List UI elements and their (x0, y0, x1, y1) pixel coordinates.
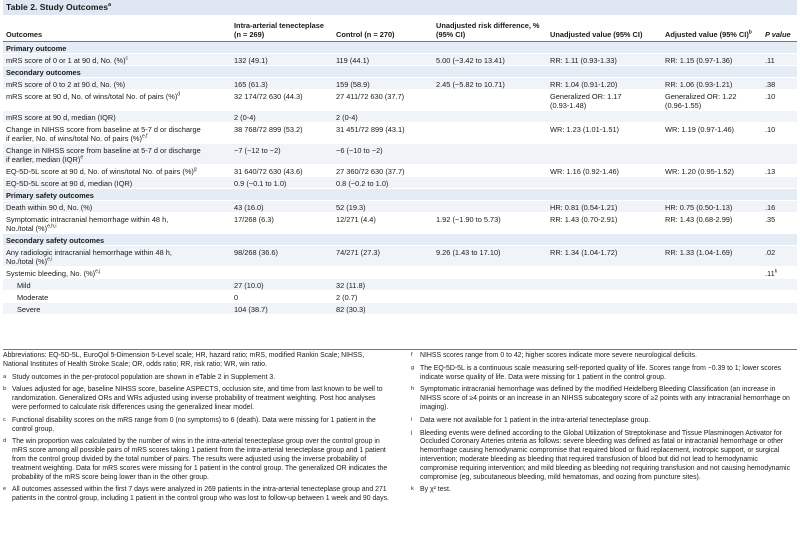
cell-empty (433, 278, 797, 290)
row-label-text: mRS score at 90 d, No. of wins/total No. of pairs (%) (6, 91, 178, 101)
cell-control: 27 411/72 630 (37.7) (333, 89, 433, 110)
cell-risk-diff (433, 110, 547, 122)
footnote-mark: i (411, 416, 413, 423)
row-label-text: Systemic bleeding, No. (%) (6, 268, 96, 278)
table-row (3, 89, 797, 110)
row-label-mark: e (80, 154, 84, 161)
row-label-text: EQ-5D-5L score at 90 d, No. of wins/total No. of pairs (%) (6, 166, 194, 176)
cell-control: 27 360/72 630 (37.7) (333, 164, 433, 176)
table-row (3, 143, 797, 164)
footnote-text: All outcomes assessed within the first 7 days were analyzed in 269 patients in the intra-arterial tenecteplase group and 271 patients in the control group, including 1 patient in the control group who was lost to follow-up between 1 week and 90 days. (12, 486, 389, 503)
footnote-text: NIHSS scores range from 0 to 42; higher scores indicate more severe neurological deficits. (420, 352, 697, 359)
cell-adjusted: WR: 1.19 (0.97-1.46) (662, 122, 762, 143)
footnote-mark: g (411, 364, 415, 371)
footnote-text: By χ² test. (420, 486, 451, 494)
cell-unadjusted: RR: 1.43 (0.70-2.91) (547, 212, 662, 233)
cell-risk-diff (433, 200, 547, 212)
table-row (3, 77, 797, 89)
cell-empty (433, 290, 797, 302)
cell-control: 119 (44.1) (333, 53, 433, 65)
cell-unadjusted-line2: (0.93-1.48) (550, 100, 587, 110)
cell-adjusted (662, 266, 762, 278)
table-row (3, 212, 797, 233)
cell-risk-diff (433, 176, 547, 188)
cell-adjusted (662, 176, 762, 188)
cell-risk-diff (433, 122, 547, 143)
cell-unadjusted (547, 110, 662, 122)
header-diff-line1: Unadjusted risk difference, % (436, 20, 540, 30)
cell-adjusted: HR: 0.75 (0.50-1.13) (662, 200, 762, 212)
row-label-line2: if earlier, No. of wins/total No. of pairs (%) (6, 133, 142, 143)
row-label-text: EQ-5D-5L score at 90 d, median (IQR) (6, 178, 133, 188)
row-label (3, 245, 231, 266)
header-outcomes: Outcomes (3, 15, 231, 41)
cell-p-value: .35 (762, 212, 797, 233)
cell-p-value: .10 (762, 89, 797, 110)
cell-unadjusted (547, 266, 662, 278)
cell-adjusted-line1: Generalized OR: 1.22 (665, 91, 737, 101)
table-row (3, 278, 797, 290)
cell-control (333, 266, 433, 278)
row-label (3, 200, 231, 212)
cell-iat: 0.9 (−0.1 to 1.0) (231, 176, 333, 188)
cell-iat: 17/268 (6.3) (231, 212, 333, 233)
cell-p-value (762, 110, 797, 122)
footnote-text: The EQ-5D-5L is a continuous scale measuring self-reported quality of life. Scores range from −0.39 to 1; lower scores indicate worse quality of life. Data were missing for 1 patient in the control group. (420, 364, 782, 381)
row-label-line2: No./total (%) (6, 223, 48, 233)
cell-control: 74/271 (27.3) (333, 245, 433, 266)
footnote-text: Functional disability scores on the mRS range from 0 (no symptoms) to 6 (death). Data were missing for 1 patient in the control group. (12, 416, 376, 433)
cell-iat: 0 (231, 290, 333, 302)
footnote-i (411, 417, 797, 426)
section-primary-safety: Primary safety outcomes (3, 188, 797, 200)
cell-control: 82 (30.3) (333, 302, 433, 314)
header-p-value: P value (762, 15, 797, 41)
section-row (3, 233, 797, 245)
table-row (3, 164, 797, 176)
cell-adjusted (662, 110, 762, 122)
footnotes-left-column (3, 352, 391, 508)
row-label-line1: Change in NIHSS score from baseline at 5-7 d or discharge (6, 124, 201, 134)
cell-risk-diff: 1.92 (−1.90 to 5.73) (433, 212, 547, 233)
row-label (3, 53, 231, 65)
footnote-text: Data were not available for 1 patient in the intra-arterial tenecteplase group. (420, 416, 651, 424)
cell-p-value: .11 (762, 53, 797, 65)
header-unadjusted: Unadjusted value (95% CI) (547, 15, 662, 41)
cell-unadjusted: HR: 0.81 (0.54-1.21) (547, 200, 662, 212)
cell-control: 159 (58.9) (333, 77, 433, 89)
row-label (3, 110, 231, 122)
cell-control: 0.8 (−0.2 to 1.0) (333, 176, 433, 188)
cell-p-value: .13 (762, 164, 797, 176)
footnote-e (3, 486, 391, 504)
header-adjusted-text: Adjusted value (95% CI) (665, 29, 749, 39)
cell-control: 52 (19.3) (333, 200, 433, 212)
table-caption (3, 0, 797, 15)
cell-unadjusted: RR: 1.04 (0.91-1.20) (547, 77, 662, 89)
cell-control: 2 (0-4) (333, 110, 433, 122)
section-primary: Primary outcome (3, 41, 797, 53)
cell-adjusted (662, 143, 762, 164)
section-row (3, 41, 797, 53)
row-label-mark: e,h,i (47, 223, 57, 230)
footnote-text: Abbreviations: EQ-5D-5L, EuroQol 5-Dimension 5-Level scale; HR, hazard ratio; mRS, modified Rankin Scale; NIHSS, National Institutes of Health Stroke Scale; OR, odds ratio; RR, risk ratio; WR, win ratio. (3, 352, 365, 368)
cell-adjusted-line2: (0.96-1.55) (665, 100, 702, 110)
footnotes-right-column (411, 352, 797, 499)
footnote-text: Symptomatic intracranial hemorrhage was defined by the modified Heidelberg Bleeding Classification (an increase in NIHSS score of ≥4 points or an increase in an NIHSS subcategory score of ≥2 points with any intracranial hemorrhage on imaging). (420, 386, 790, 411)
caption-text: Table 2. Study Outcomes (6, 2, 109, 12)
footnote-mark: j (411, 429, 413, 436)
cell-empty (433, 302, 797, 314)
table-row (3, 122, 797, 143)
row-label (3, 143, 231, 164)
footnote-mark: e (3, 486, 7, 493)
cell-risk-diff (433, 89, 547, 110)
row-label-text: Death within 90 d, No. (%) (6, 202, 93, 212)
table-row (3, 245, 797, 266)
cell-unadjusted: RR: 1.34 (1.04-1.72) (547, 245, 662, 266)
cell-p-value (762, 176, 797, 188)
outcomes-table (3, 15, 797, 315)
row-label-mark: c (125, 55, 129, 62)
row-label (3, 164, 231, 176)
table-footnotes (3, 349, 797, 549)
cell-control: −6 (−10 to −2) (333, 143, 433, 164)
cell-control: 32 (11.8) (333, 278, 433, 290)
cell-unadjusted: WR: 1.16 (0.92-1.46) (547, 164, 662, 176)
section-row (3, 65, 797, 77)
header-adjusted (662, 15, 762, 41)
cell-unadjusted (547, 143, 662, 164)
row-label (3, 212, 231, 233)
footnote-g (411, 365, 797, 383)
cell-p-value-text: .11 (765, 268, 775, 278)
row-label-mark: e,i (47, 256, 53, 263)
row-label-text: mRS score of 0 to 2 at 90 d, No. (%) (6, 79, 126, 89)
row-label-mark: e,j (95, 268, 101, 275)
cell-p-value-mark: k (774, 268, 778, 275)
cell-adjusted: RR: 1.06 (0.93-1.21) (662, 77, 762, 89)
cell-adjusted: RR: 1.43 (0.68-2.99) (662, 212, 762, 233)
cell-adjusted: RR: 1.33 (1.04-1.69) (662, 245, 762, 266)
header-iat-line2: (n = 269) (234, 29, 265, 39)
cell-unadjusted: WR: 1.23 (1.01-1.51) (547, 122, 662, 143)
footnote-b (3, 386, 391, 412)
section-secondary: Secondary outcomes (3, 65, 797, 77)
row-label: Mild (3, 278, 231, 290)
table-row (3, 302, 797, 314)
row-label (3, 77, 231, 89)
footnote-a (3, 374, 391, 383)
cell-iat: 31 640/72 630 (43.6) (231, 164, 333, 176)
row-label-line2: if earlier, median (IQR) (6, 154, 81, 164)
row-label-line2: No./total (%) (6, 256, 48, 266)
cell-iat: 43 (16.0) (231, 200, 333, 212)
cell-p-value: .16 (762, 200, 797, 212)
cell-risk-diff (433, 143, 547, 164)
footnote-mark: d (3, 438, 7, 445)
row-label (3, 266, 231, 278)
cell-unadjusted: RR: 1.11 (0.93-1.33) (547, 53, 662, 65)
cell-control: 2 (0.7) (333, 290, 433, 302)
header-iat-line1: Intra-arterial tenecteplase (234, 20, 324, 30)
cell-p-value (762, 143, 797, 164)
footnote-f (411, 352, 797, 361)
table-row (3, 176, 797, 188)
row-label-line1: Change in NIHSS score from baseline at 5-7 d or discharge (6, 145, 201, 155)
cell-control: 12/271 (4.4) (333, 212, 433, 233)
cell-iat: 27 (10.0) (231, 278, 333, 290)
cell-iat: −7 (−12 to −2) (231, 143, 333, 164)
footnote-text: Study outcomes in the per-protocol population are shown in eTable 2 in Supplement 3. (12, 373, 276, 381)
row-label-line1: Symptomatic intracranial hemorrhage within 48 h, (6, 214, 169, 224)
footnote-mark: a (3, 373, 7, 380)
cell-risk-diff: 2.45 (−5.82 to 10.71) (433, 77, 547, 89)
row-label-mark: e,f (141, 133, 148, 140)
footnote-mark: c (3, 416, 6, 423)
cell-adjusted: WR: 1.20 (0.95-1.52) (662, 164, 762, 176)
cell-adjusted (662, 89, 762, 110)
footnote-text: Values adjusted for age, baseline NIHSS score, baseline ASPECTS, occlusion site, and time from last known to be well to randomization. Generalized ORs and WRs adjusted using inverse probability of treatment weighting. Post hoc analyses were performed to calculate risk differences using the generalized linear model. (12, 386, 383, 411)
table-row (3, 53, 797, 65)
footnote-c (3, 417, 391, 435)
table-row (3, 266, 797, 278)
row-label-mark: g (193, 166, 197, 173)
cell-iat: 165 (61.3) (231, 77, 333, 89)
section-row (3, 188, 797, 200)
cell-p-value: .38 (762, 77, 797, 89)
header-iat (231, 15, 333, 41)
footnote-mark: f (411, 352, 413, 358)
footnote-j (411, 430, 797, 483)
header-risk-diff (433, 15, 547, 41)
footnote-mark: b (3, 386, 7, 393)
header-diff-line2: (95% CI) (436, 29, 466, 39)
cell-risk-diff (433, 164, 547, 176)
cell-risk-diff (433, 266, 547, 278)
section-secondary-safety: Secondary safety outcomes (3, 233, 797, 245)
cell-iat: 98/268 (36.6) (231, 245, 333, 266)
cell-p-value: .02 (762, 245, 797, 266)
row-label (3, 89, 231, 110)
header-adjusted-mark: b (748, 29, 752, 36)
cell-p-value (762, 266, 797, 278)
cell-adjusted: RR: 1.15 (0.97-1.36) (662, 53, 762, 65)
footnote-k (411, 486, 797, 495)
footnote-text: The win proportion was calculated by the number of wins in the intra-arterial tenecteplase group over the control group in mRS score among all possible pairs of mRS scores taking 1 patient from the intra-arterial tenecteplase group and 1 patient from the control group divided by the total number of pairs. The results were adjusted using the inverse probability of treatment weighting. Data for mRS scores were missing for 1 patient in the control group. The generalized OR indicates the probability of the mRS score being lower than in the other group. (12, 438, 388, 481)
table-row (3, 290, 797, 302)
header-row (3, 15, 797, 41)
cell-unadjusted-line1: Generalized OR: 1.17 (550, 91, 622, 101)
footnote-mark: k (411, 486, 414, 493)
footnote-h (411, 386, 797, 412)
cell-iat: 132 (49.1) (231, 53, 333, 65)
cell-unadjusted (547, 89, 662, 110)
row-label: Severe (3, 302, 231, 314)
footnote-mark: h (411, 386, 415, 393)
cell-iat: 2 (0-4) (231, 110, 333, 122)
table-row (3, 110, 797, 122)
row-label-text: mRS score at 90 d, median (IQR) (6, 112, 116, 122)
row-label: Moderate (3, 290, 231, 302)
cell-risk-diff: 5.00 (−3.42 to 13.41) (433, 53, 547, 65)
cell-unadjusted (547, 176, 662, 188)
row-label-mark: d (177, 91, 181, 98)
row-label-text: mRS score of 0 or 1 at 90 d, No. (%) (6, 55, 126, 65)
cell-iat: 32 174/72 630 (44.3) (231, 89, 333, 110)
table-row (3, 200, 797, 212)
cell-iat (231, 266, 333, 278)
row-label (3, 176, 231, 188)
row-label-line1: Any radiologic intracranial hemorrhage within 48 h, (6, 247, 172, 257)
footnote-d (3, 438, 391, 482)
row-label (3, 122, 231, 143)
cell-iat: 104 (38.7) (231, 302, 333, 314)
header-control: Control (n = 270) (333, 15, 433, 41)
caption-mark: a (108, 2, 112, 9)
cell-p-value: .10 (762, 122, 797, 143)
footnote-text: Bleeding events were defined according to the Global Utilization of Streptokinase and Tissue Plasminogen Activator for Occluded Coronary Arteries criteria as follows: severe bleeding was defined as fatal or intracranial hemorrhage or other hemorrhage causing hemodynamic compromise that required blood or fluid replacement, inotropic support, or surgical intervention; moderate bleeding as bleeding that required transfusion of blood but did not lead to hemodynamic compromise requiring intervention; and mild bleeding as bleeding not requiring transfusion and not causing hemodynamic compromise (eg, subcutaneous bleeding, mild hematomas, and oozing from puncture sites). (420, 429, 791, 481)
cell-risk-diff: 9.26 (1.43 to 17.10) (433, 245, 547, 266)
footnote-abbreviations (3, 352, 391, 370)
cell-iat: 38 768/72 899 (53.2) (231, 122, 333, 143)
cell-control: 31 451/72 899 (43.1) (333, 122, 433, 143)
